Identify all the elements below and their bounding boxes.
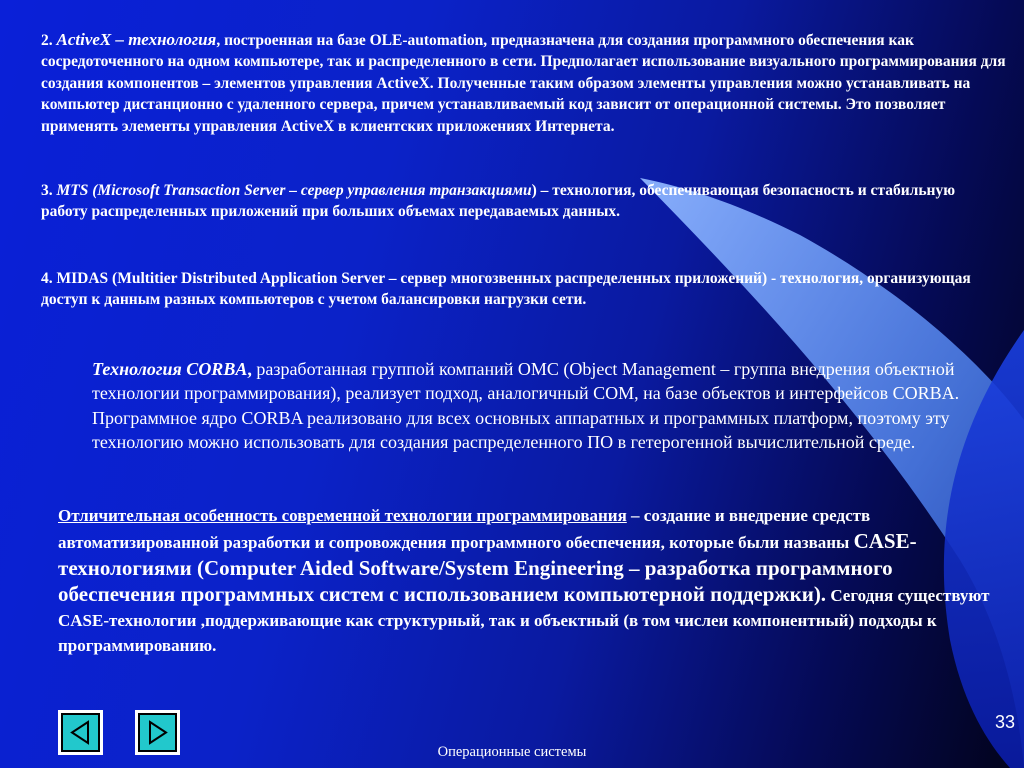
- next-slide-button[interactable]: [135, 710, 180, 755]
- case-definition: CASE-технологиями (Computer Aided Software/System Engineering – разработка программного обеспечения программных систем с использованием компьютерной поддержки).: [58, 528, 917, 607]
- paragraph-corba: [92, 357, 997, 454]
- term-corba: Технология CORBA: [92, 359, 248, 379]
- term-activex: ActiveX – технология: [56, 30, 217, 49]
- page-number: 33: [994, 712, 1015, 732]
- previous-slide-button[interactable]: [58, 710, 103, 755]
- midas-description: 4. MIDAS (Multitier Distributed Application Server – сервер многозвенных распределенных приложений) - технология, организующая доступ к данным разных компьютеров с учетом балансировки нагрузки сети.: [41, 270, 971, 309]
- paragraph-activex: [41, 29, 1016, 137]
- paragraph-mts: [41, 180, 981, 223]
- term-mts: MTS (Microsoft Transaction Server – сервер управления транзакциями: [56, 182, 532, 199]
- triangle-left-icon: [63, 715, 98, 750]
- case-heading: Отличительная особенность современной технологии программирования: [58, 506, 627, 525]
- item-number: 2.: [41, 32, 53, 49]
- activex-description: , построенная на базе OLE-automation, предназначена для создания программного обеспечения как сосредоточенного на одном компьютере, так и распределенного в сети. Предполагает использование визуального программирования для создания компонентов – элементов управления ActiveX. Полученные таким образом элементы управления можно устанавливать на компьютер дистанционно с удаленного сервера, причем устанавливаемый код зависит от операционной системы. Это позволяет применять элементы управления ActiveX в клиентских приложениях Интернета.: [41, 32, 1006, 135]
- item-number: 3.: [41, 182, 53, 199]
- paragraph-case: [58, 504, 1003, 659]
- term-comma: ,: [247, 359, 252, 379]
- triangle-right-icon: [140, 715, 175, 750]
- mts-description: ) – технология, обеспечивающая безопасность и стабильную работу распределенных приложений при больших объемах передаваемых данных.: [41, 182, 956, 221]
- case-text-1: – создание и внедрение средств автоматизированной разработки и сопровождения программного обеспечения, которые были названы: [58, 506, 871, 552]
- case-text-2: Сегодня существуют CASE-технологии ,поддерживающие как структурный, так и объектный (в том числеи компонентный) подходы к программированию.: [58, 586, 990, 655]
- footer-title: Операционные системы: [437, 744, 587, 760]
- corba-description: разработанная группой компаний OMC (Object Management – группа внедрения объектной технологии программирования), реализует подход, аналогичный COM, на базе объектов и интерфейсов CORBA. Программное ядро CORBA реализовано для всех основных аппаратных и программных платформ, поэтому эту технологию можно использовать для создания распределенного ПО в гетерогенной вычислительной среде.: [92, 359, 960, 452]
- paragraph-midas: [41, 268, 981, 311]
